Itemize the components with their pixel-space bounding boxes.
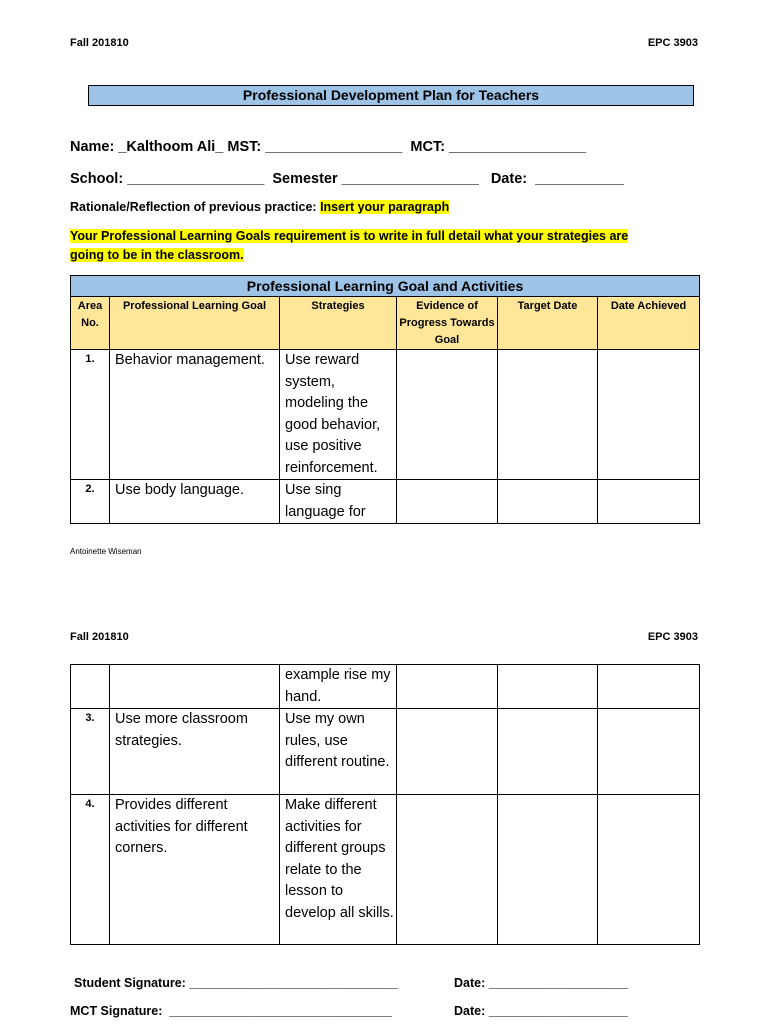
rationale-placeholder: Insert your paragraph — [320, 200, 450, 214]
strategies-cell: example rise my hand. — [280, 665, 397, 709]
goals-note-text2: going to be in the classroom. — [70, 248, 244, 262]
target-date-cell — [498, 350, 598, 480]
evidence-cell — [397, 795, 498, 945]
goals-note-line2 — [70, 248, 244, 262]
area-number: 4. — [71, 795, 110, 945]
plan-table-page2 — [70, 664, 700, 945]
rationale-line — [70, 200, 449, 214]
table-row — [71, 709, 700, 795]
goal-cell: Use more classroom strategies. — [110, 709, 280, 795]
area-number: 2. — [71, 480, 110, 524]
header-date-achieved: Date Achieved — [598, 297, 700, 350]
date-achieved-cell — [598, 665, 700, 709]
area-number: 3. — [71, 709, 110, 795]
page2-header-term: Fall 201810 — [70, 631, 129, 643]
goals-note-line1 — [70, 229, 628, 243]
goal-cell — [110, 665, 280, 709]
area-number: 1. — [71, 350, 110, 480]
evidence-cell — [397, 350, 498, 480]
rationale-label: Rationale/Reflection of previous practice: — [70, 200, 321, 214]
goals-note-text1: Your Professional Learning Goals requirement is to write in full detail what your strategies are — [70, 229, 629, 243]
page-header-term: Fall 201810 — [70, 37, 129, 49]
table-title: Professional Learning Goal and Activities — [71, 276, 700, 297]
name-field-line: Name: _Kalthoom Ali_ MST: _________________ MCT: _________________ — [70, 139, 587, 155]
mct-signature-line: MCT Signature: ________________________________ — [70, 1004, 392, 1018]
strategies-cell: Use sing language for — [280, 480, 397, 524]
table-row — [71, 665, 700, 709]
date-achieved-cell — [598, 350, 700, 480]
goal-cell: Use body language. — [110, 480, 280, 524]
goal-cell: Provides different activities for different corners. — [110, 795, 280, 945]
target-date-cell — [498, 665, 598, 709]
student-signature-line: Student Signature: ______________________________ — [74, 976, 398, 990]
table-row — [71, 795, 700, 945]
plan-table-page1 — [70, 275, 700, 524]
student-date-line: Date: ____________________ — [454, 976, 628, 990]
document-title: Professional Development Plan for Teachers — [88, 85, 694, 106]
date-achieved-cell — [598, 480, 700, 524]
header-area-no: Area No. — [71, 297, 110, 350]
evidence-cell — [397, 709, 498, 795]
table-row — [71, 480, 700, 524]
header-evidence: Evidence of Progress Towards Goal — [397, 297, 498, 350]
strategies-cell: Use my own rules, use different routine. — [280, 709, 397, 795]
page-header-course: EPC 3903 — [647, 37, 698, 49]
school-field-line: School: _________________ Semester _________________ Date: ___________ — [70, 171, 624, 187]
page-footer-author: Antoinette Wiseman — [70, 547, 142, 556]
target-date-cell — [498, 709, 598, 795]
goal-cell: Behavior management. — [110, 350, 280, 480]
evidence-cell — [397, 665, 498, 709]
mct-date-line: Date: ____________________ — [454, 1004, 628, 1018]
strategies-cell: Make different activities for different groups relate to the lesson to develop all skills. — [280, 795, 397, 945]
header-goal: Professional Learning Goal — [110, 297, 280, 350]
strategies-cell: Use reward system, modeling the good behavior, use positive reinforcement. — [280, 350, 397, 480]
header-strategies: Strategies — [280, 297, 397, 350]
date-achieved-cell — [598, 795, 700, 945]
table-row — [71, 350, 700, 480]
area-number — [71, 665, 110, 709]
date-achieved-cell — [598, 709, 700, 795]
target-date-cell — [498, 480, 598, 524]
target-date-cell — [498, 795, 598, 945]
page2-header-course: EPC 3903 — [647, 631, 698, 643]
header-target-date: Target Date — [498, 297, 598, 350]
evidence-cell — [397, 480, 498, 524]
